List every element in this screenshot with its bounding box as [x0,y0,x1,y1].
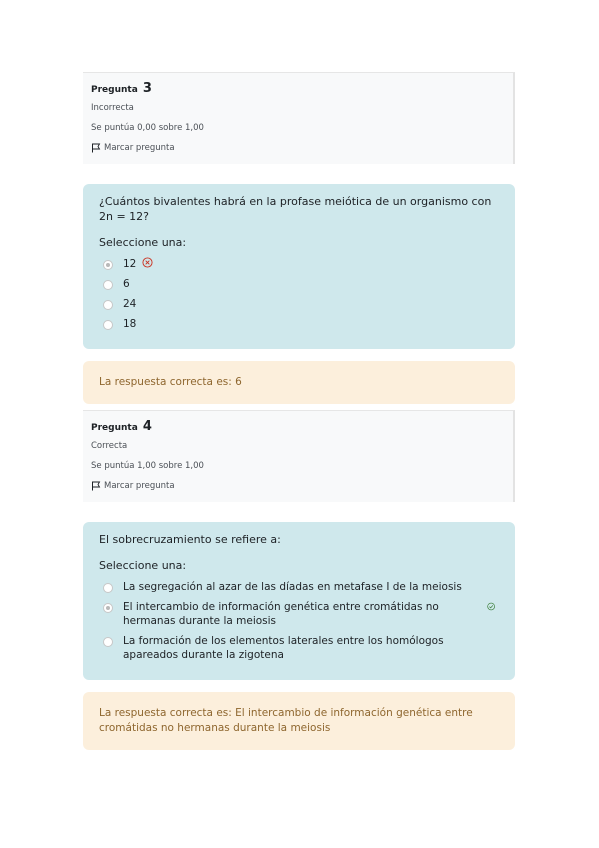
incorrect-icon [142,257,153,268]
radio-button[interactable] [103,603,113,613]
question-text: ¿Cuántos bivalentes habrá en la profase meiótica de un organismo con 2n = 12? [99,195,492,223]
question-number: Pregunta 4 [91,419,152,434]
answer-prompt: Seleccione una: [99,236,187,249]
answer-option[interactable]: 24 [99,297,499,311]
radio-button[interactable] [103,300,113,310]
answer-option[interactable]: El intercambio de información genética entre cromátidas no hermanas durante la meiosis [99,600,499,628]
question-text: El sobrecruzamiento se refiere a: [99,533,281,546]
radio-button[interactable] [103,637,113,647]
correct-answer-feedback: La respuesta correcta es: El intercambio de información genética entre cromátidas no hermanas durante la meiosis [83,692,515,750]
question-content [83,522,515,680]
answer-option[interactable]: La formación de los elementos laterales entre los homólogos apareados durante la zigotena [99,634,499,662]
flag-question-link[interactable]: Marcar pregunta [91,476,505,496]
question-info [83,410,515,502]
question-number: Pregunta 3 [91,81,152,96]
question-content [83,184,515,349]
flag-question-link[interactable]: Marcar pregunta [91,138,505,158]
radio-button[interactable] [103,280,113,290]
correct-answer-feedback: La respuesta correcta es: 6 [83,361,515,404]
question-score: Se puntúa 1,00 sobre 1,00 [91,461,204,471]
answer-option[interactable]: 18 [99,317,499,331]
answer-list [99,580,499,662]
flag-icon [91,481,101,491]
answer-option[interactable]: 6 [99,277,499,291]
answer-option[interactable]: La segregación al azar de las díadas en metafase I de la meiosis [99,580,499,594]
correct-icon [487,601,495,612]
question-score: Se puntúa 0,00 sobre 1,00 [91,123,204,133]
flag-icon [91,143,101,153]
question-info [83,72,515,164]
radio-button[interactable] [103,583,113,593]
quiz-review [83,72,515,750]
answer-prompt: Seleccione una: [99,559,187,572]
radio-button[interactable] [103,260,113,270]
question-status: Correcta [91,441,128,451]
radio-button[interactable] [103,320,113,330]
answer-option[interactable]: 12 [99,257,499,271]
question-3 [83,72,515,404]
answer-list [99,257,499,331]
question-4 [83,410,515,750]
question-status: Incorrecta [91,103,134,113]
